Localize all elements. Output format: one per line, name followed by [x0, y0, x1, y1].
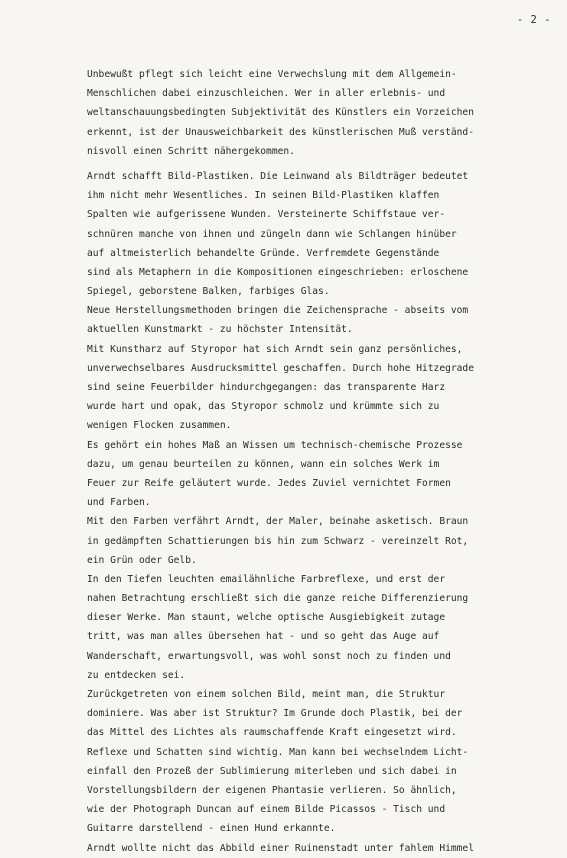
text-line: Zurückgetreten von einem solchen Bild, meint man, die Struktur — [87, 689, 446, 700]
paragraph-1 — [87, 65, 555, 161]
text-line: Mit Kunstharz auf Styropor hat sich Arndt sein ganz persönliches, — [87, 343, 463, 355]
text-line: nisvoll einen Schritt nähergekommen. — [87, 145, 295, 157]
text-line: nahen Betrachtung erschließt sich die ganze reiche Differenzierung — [87, 593, 469, 605]
text-line: erkennt, ist der Unausweichbarkeit des künstlerischen Muß verständ- — [87, 126, 474, 138]
text-line: und Farben. — [87, 497, 151, 509]
text-line: wie der Photograph Duncan auf einem Bilde Picassos - Tisch und — [87, 804, 446, 816]
text-line: Spiegel, geborstene Balken, farbiges Glas. — [87, 286, 330, 298]
text-line: Mit den Farben verfährt Arndt, der Maler, beinahe asketisch. Braun — [87, 516, 469, 528]
text-line: unverwechselbares Ausdrucksmittel geschaffen. Durch hohe Hitzegrade — [87, 362, 474, 374]
text-line: In den Tiefen leuchten emailähnliche Farbreflexe, und erst der — [87, 573, 446, 585]
text-line: Unbewußt pflegt sich leicht eine Verwechslung mit dem Allgemein- — [87, 69, 457, 80]
text-line: sind seine Feuerbilder hindurchgegangen: das transparente Harz — [87, 382, 446, 393]
text-line: schnüren manche von ihnen und züngeln dann wie Schlangen hinüber — [87, 228, 457, 240]
text-line: ihm nicht mehr Wesentliches. In seinen Bild-Plastiken klaffen — [87, 190, 440, 202]
text-line: Arndt wollte nicht das Abbild einer Ruinenstadt unter fahlem Himmel — [87, 842, 474, 854]
text-line: weltanschauungsbedingten Subjektivität des Künstlers ein Vorzeichen — [87, 107, 474, 119]
text-line: zu entdecken sei. — [87, 669, 186, 681]
text-line: wurde hart und opak, das Styropor schmolz und krümmte sich zu — [87, 401, 440, 413]
text-line: dazu, um genau beurteilen zu können, wann ein solches Werk im — [87, 458, 440, 470]
text-line: einfall den Prozeß der Sublimierung miterleben und sich dabei in — [87, 765, 457, 777]
text-line: Feuer zur Reife geläutert wurde. Jedes Zuviel vernichtet Formen — [87, 477, 451, 489]
text-line: Guitarre darstellend - einen Hund erkannte. — [87, 823, 336, 835]
page-number: - 2 - — [516, 14, 551, 26]
text-line: auf altmeisterlich behandelte Gründe. Verfremdete Gegenstände — [87, 247, 440, 259]
text-line: Es gehört ein hohes Maß an Wissen um technisch-chemische Prozesse — [87, 439, 463, 451]
text-line: Wanderschaft, erwartungsvoll, was wohl sonst noch zu finden und — [87, 650, 451, 662]
text-line: Menschlichen dabei einzuschleichen. Wer in aller erlebnis- und — [87, 88, 446, 100]
text-line: sind als Metaphern in die Kompositionen eingeschrieben: erloschene — [87, 266, 469, 278]
text-line: in gedämpften Schattierungen bis hin zum Schwarz - vereinzelt Rot, — [87, 535, 469, 547]
text-line: aktuellen Kunstmarkt - zu höchster Intensität. — [87, 324, 353, 336]
paragraph-2 — [87, 167, 555, 858]
text-line: das Mittel des Lichtes als raumschaffende Kraft eingesetzt wird. — [87, 727, 457, 739]
text-line: Reflexe und Schatten sind wichtig. Man kann bei wechselndem Licht- — [87, 746, 469, 758]
text-line: ein Grün oder Gelb. — [87, 554, 197, 566]
text-line: Vorstellungsbildern der eigenen Phantasie verlieren. So ähnlich, — [87, 784, 457, 796]
text-line: dieser Werke. Man staunt, welche optische Ausgiebigkeit zutage — [87, 612, 446, 624]
text-line: dominiere. Was aber ist Struktur? Im Grunde doch Plastik, bei der — [87, 708, 463, 720]
body-text — [87, 65, 555, 858]
text-line: Arndt schafft Bild-Plastiken. Die Leinwand als Bildträger bedeutet — [87, 170, 469, 182]
text-line: Neue Herstellungsmethoden bringen die Zeichensprache - abseits vom — [87, 305, 469, 317]
text-line: wenigen Flocken zusammen. — [87, 420, 232, 432]
text-line: Spalten wie aufgerissene Wunden. Versteinerte Schiffstaue ver- — [87, 209, 446, 221]
text-line: tritt, was man alles übersehen hat - und so geht das Auge auf — [87, 631, 440, 643]
